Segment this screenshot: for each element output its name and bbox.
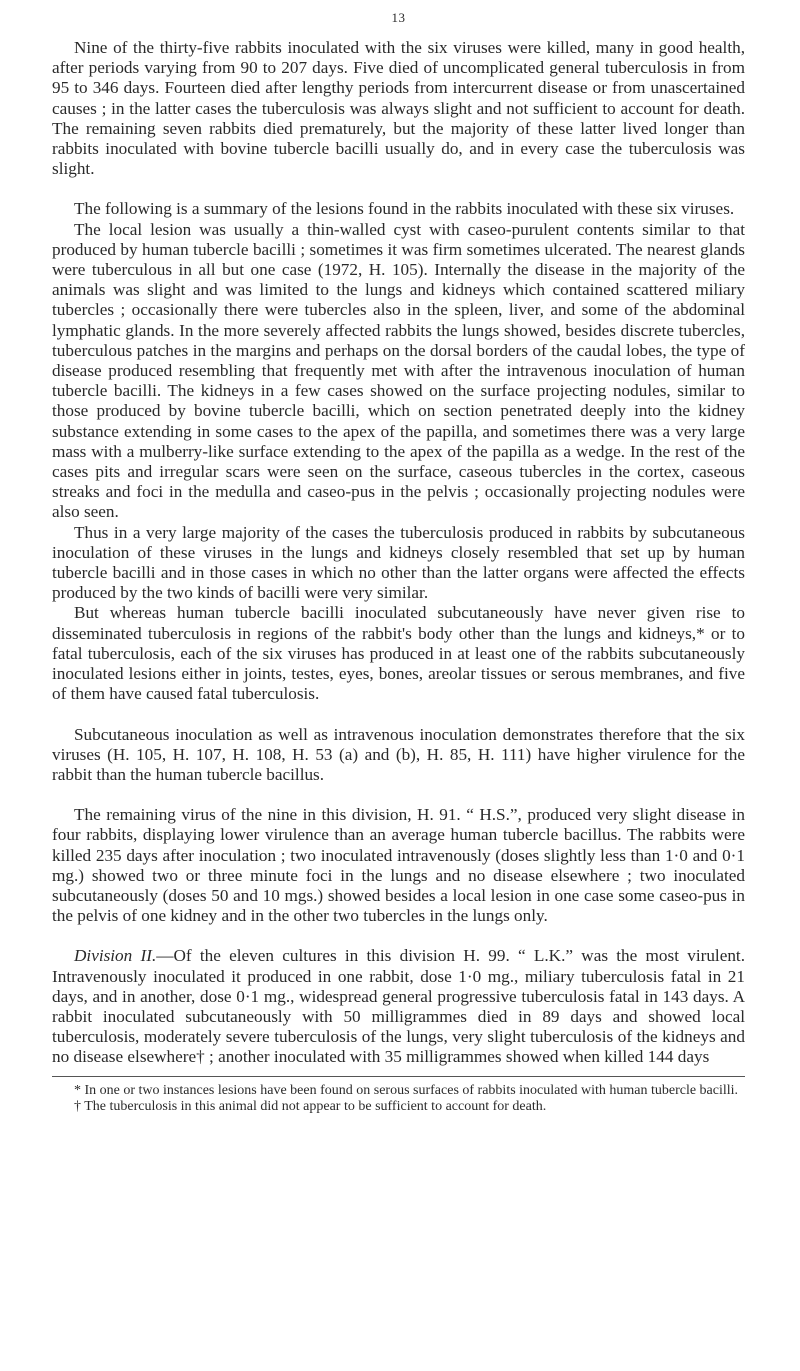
paragraph: But whereas human tubercle bacilli inoculated subcutaneously have never given rise to disseminated tuberculosis in regions of the rabbit's body other than the lungs and kidneys,* or to fatal tuberculosis, each of the six viruses has produced in at least one of the rabbits subcutaneously inoculated lesions either in joints, testes, eyes, bones, areolar tissues or serous membranes, and five of them have caused fatal tuberculosis.: [52, 603, 745, 704]
paragraph: The following is a summary of the lesions found in the rabbits inoculated with these six viruses.: [74, 199, 735, 219]
division-paragraph: [52, 946, 745, 1067]
division-text: —Of the eleven cultures in this division H. 99. “ L.K.” was the most virulent. Intravenously inoculated it produced in one rabbit, dose 1·0 mg., miliary tuberculosis fatal in 21 days, and in another, dose 0·1 mg., widespread general progressive tuberculosis fatal in 143 days. A rabbit inoculated subcutaneously with 50 milligrammes died in 89 days and showed local tuberculosis, moderately severe tuberculosis of the lungs, very slight tuberculosis of the kidneys and no disease elsewhere† ; another inoculated with 35 milligrammes showed when killed 144 days: [52, 946, 745, 1067]
footnote-divider: [52, 1076, 745, 1077]
footnote: † The tuberculosis in this animal did not appear to be sufficient to account for death.: [74, 1098, 547, 1114]
body-text: [52, 38, 745, 1068]
paragraph: The remaining virus of the nine in this division, H. 91. “ H.S.”, produced very slight disease in four rabbits, displaying lower virulence than an average human tubercle bacillus. The rabbits were killed 235 days after inoculation ; two inoculated intravenously (doses slightly less than 1·0 and 0·1 mg.) showed two or three minute foci in the lungs and no disease elsewhere ; two inoculated subcutaneously (doses 50 and 10 mgs.) showed besides a local lesion in one case some caseo-pus in the pelvis of one kidney and in the other two tubercles in the lungs only.: [52, 805, 745, 926]
paragraph: Thus in a very large majority of the cases the tuberculosis produced in rabbits by subcutaneous inoculation of these viruses in the lungs and kidneys closely resembled that set up by human tubercle bacilli and in those cases in which no other than the latter organs were affected the effects produced by the two kinds of bacilli were very similar.: [52, 522, 745, 603]
paragraph: Subcutaneous inoculation as well as intravenous inoculation demonstrates therefore that the six viruses (H. 105, H. 107, H. 108, H. 53 (a) and (b), H. 85, H. 111) have higher virulence for the rabbit than the human tubercle bacillus.: [52, 724, 745, 784]
paragraph: Nine of the thirty-five rabbits inoculated with the six viruses were killed, many in good health, after periods varying from 90 to 207 days. Five died of uncomplicated general tuberculosis in from 95 to 346 days. Fourteen died after lengthy periods from intercurrent disease or from unascertained causes ; in the latter cases the tuberculosis was always slight and not sufficient to account for death. The remaining seven rabbits died prematurely, but the majority of these latter lived longer than rabbits inoculated with bovine tubercle bacilli usually do, and in every case the tuberculosis was slight.: [52, 38, 745, 179]
footnotes: [52, 1083, 745, 1115]
page-number: 13: [391, 10, 406, 25]
footnote: * In one or two instances lesions have been found on serous surfaces of rabbits inoculated with human tubercle bacilli.: [74, 1082, 739, 1098]
division-heading: Division II.: [74, 946, 157, 966]
paragraph: The local lesion was usually a thin-walled cyst with caseo-purulent contents similar to that produced by human tubercle bacilli ; sometimes it was firm sometimes ulcerated. The nearest glands were tuberculous in all but one case (1972, H. 105). Internally the disease in the majority of the animals was slight and was limited to the lungs and kidneys which contained scattered miliary tubercles ; occasionally there were tubercles also in the spleen, liver, and some of the abdominal lymphatic glands. In the more severely affected rabbits the lungs showed, besides discrete tubercles, tuberculous patches in the margins and perhaps on the dorsal borders of the caudal lobes, the type of disease produced resembling that frequently met with after the intravenous inoculation of human tubercle bacilli. The kidneys in a few cases showed on the surface projecting nodules, similar to those produced by bovine tubercle bacilli, which on section penetrated deeply into the kidney substance extending in some cases to the apex of the papilla, and sometimes there was a very large mass with a mulberry-like surface extending to the apex of the papilla as a wedge. In the rest of the cases pits and irregular scars were seen on the surface, caseous tubercles in the cortex, caseous streaks and foci in the medulla and caseo-pus in the pelvis ; occasionally projecting nodules were also seen.: [52, 219, 745, 522]
